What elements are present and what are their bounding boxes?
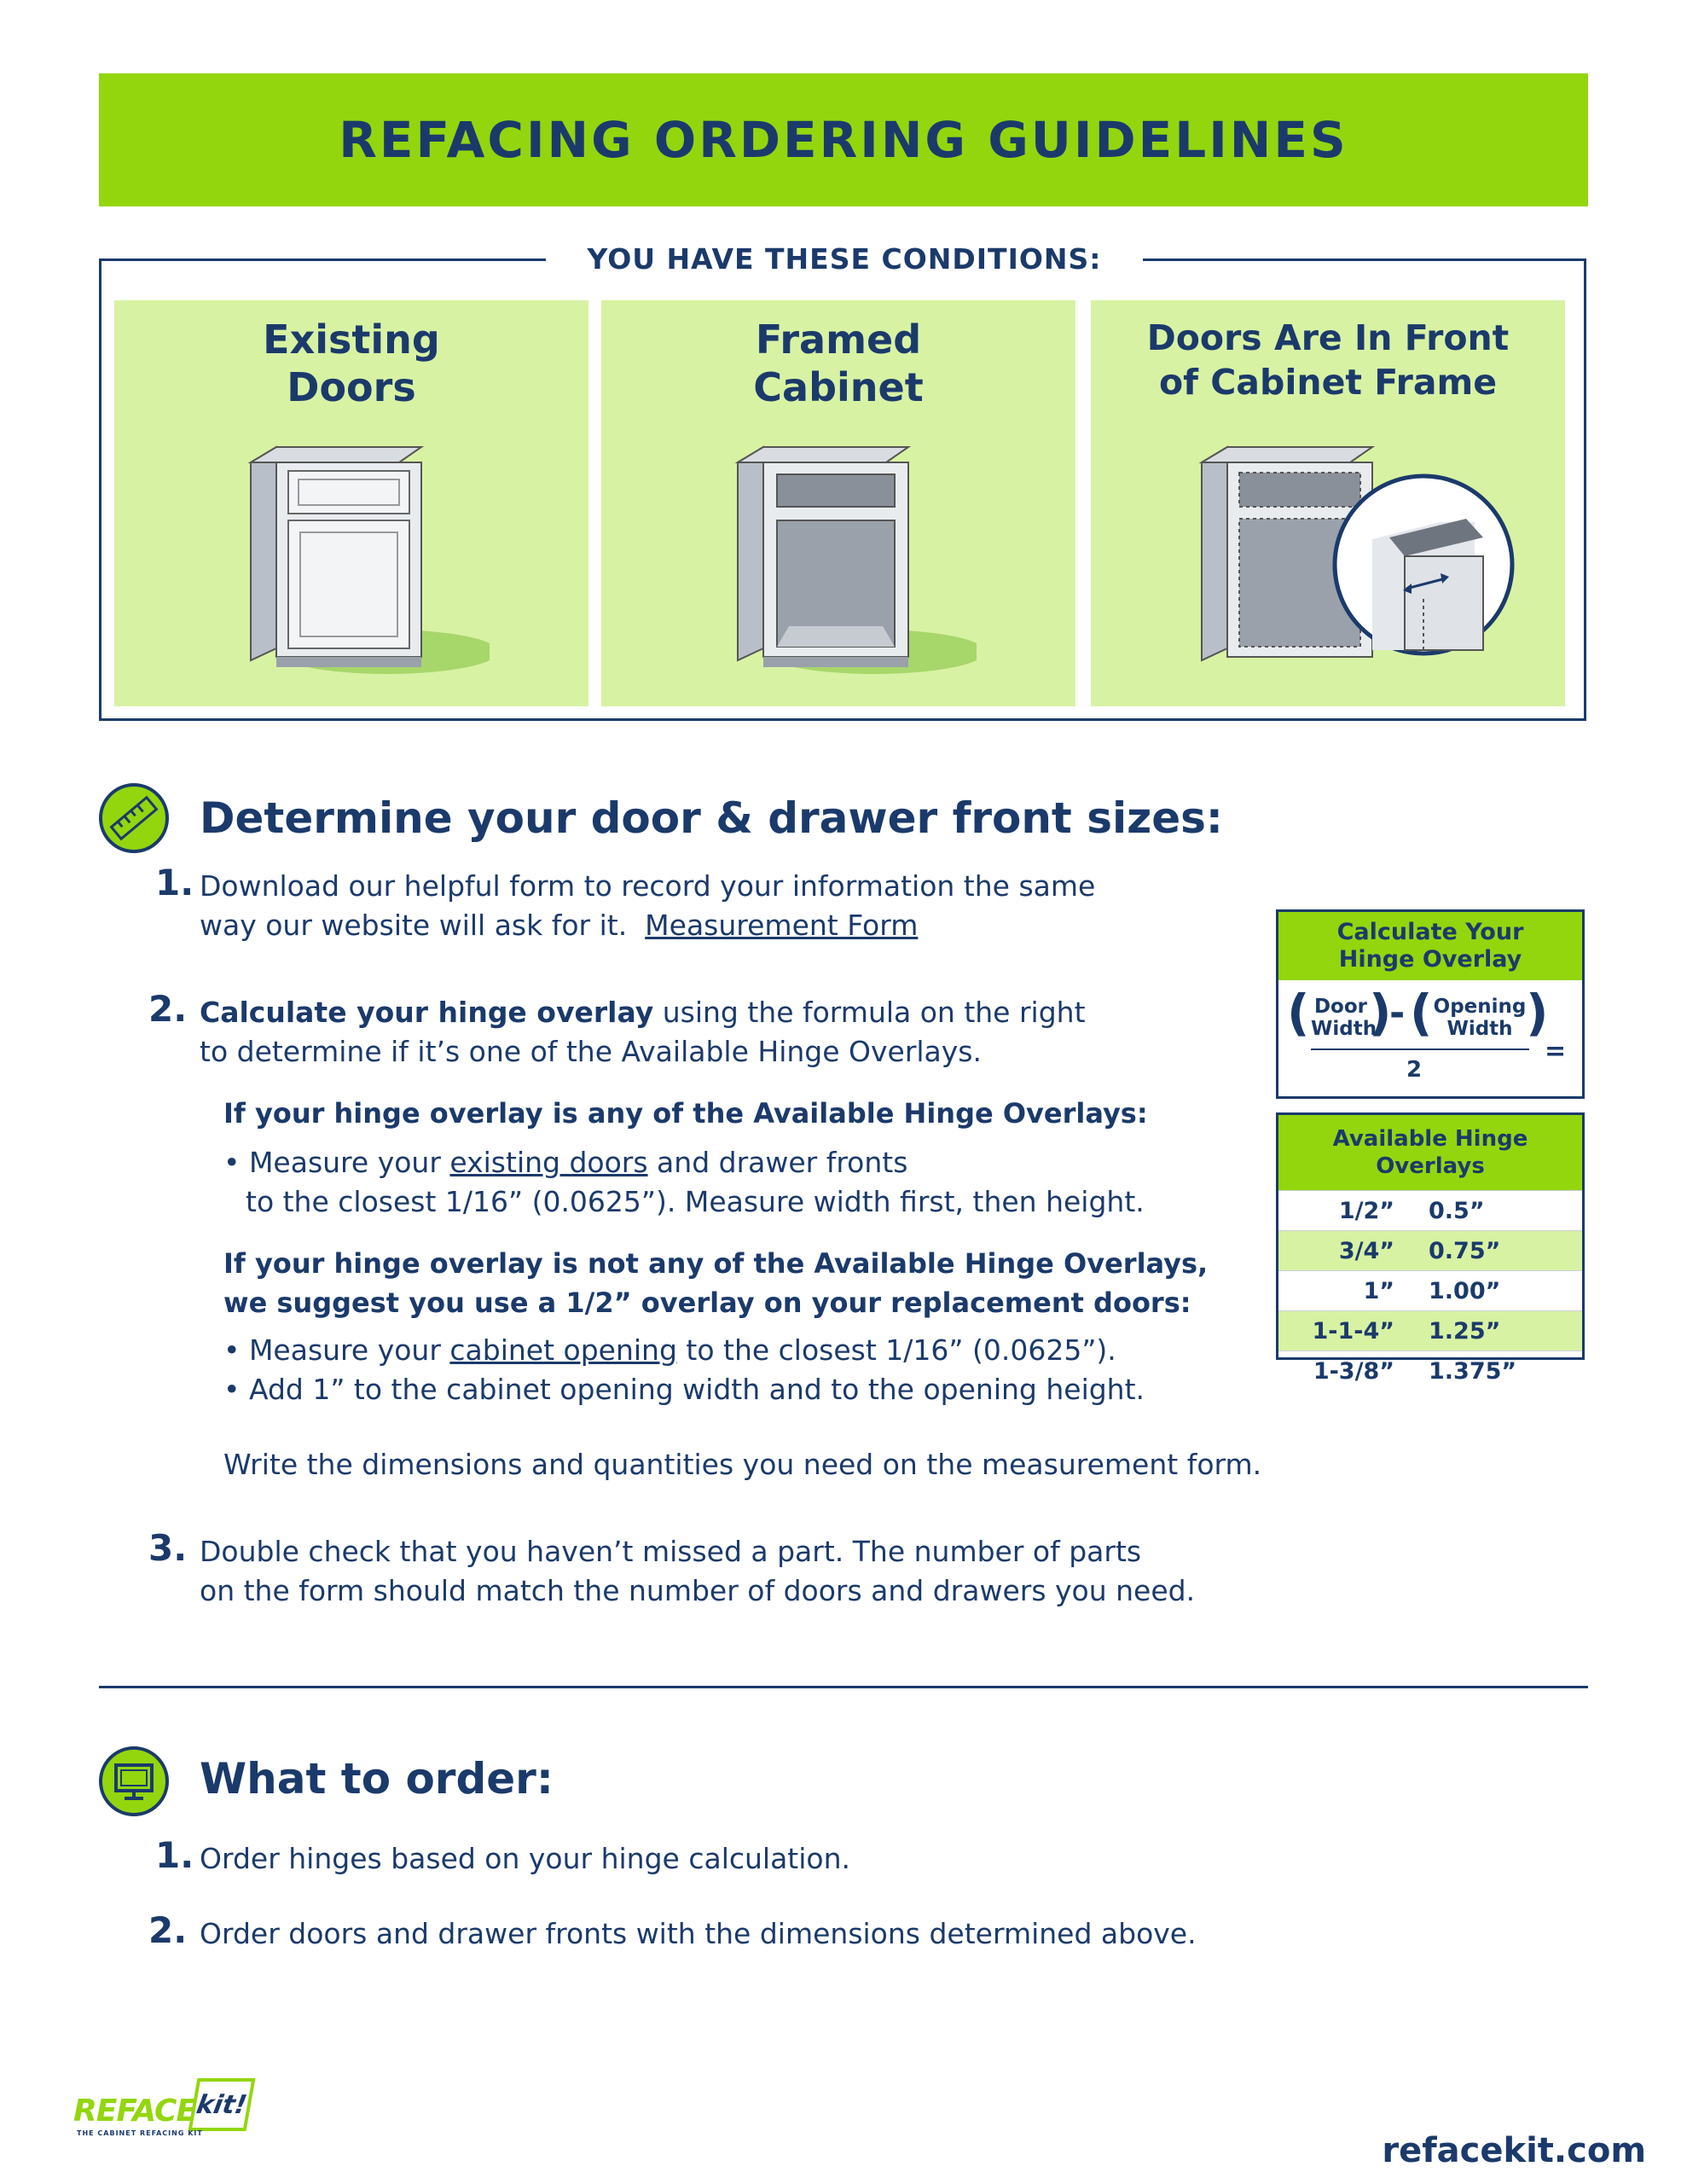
- step-number: 2.: [148, 1909, 188, 1951]
- panel-title: Existing Doors: [263, 317, 440, 410]
- cabinet-with-doors-illustration: [217, 437, 490, 693]
- condition-doors-in-front-of-frame: [1091, 300, 1565, 706]
- step-2-text: Calculate your hinge overlay using the formula on the right to determine if it’s one of the Available Hinge Overlays.: [200, 996, 1086, 1068]
- condition-existing-doors: [114, 300, 588, 706]
- case-b-heading: If your hinge overlay is not any of the Available Hinge Overlays, we suggest you use a 1/2” overlay on your replacement doors:: [223, 1247, 1209, 1319]
- measurement-form-link[interactable]: Measurement Form: [645, 909, 919, 942]
- panel-title: Framed Cabinet: [753, 317, 924, 410]
- step-number: 3.: [148, 1527, 188, 1569]
- case-b-bullets: • Measure your cabinet opening to the closest 1/16” (0.0625”). • Add 1” to the cabinet opening width and to the opening height.: [223, 1333, 1145, 1406]
- conditions-heading: YOU HAVE THESE CONDITIONS:: [546, 239, 1143, 280]
- cabinet-opening-link[interactable]: cabinet opening: [449, 1333, 677, 1367]
- step-number: 1.: [155, 862, 194, 903]
- section-divider: [99, 1686, 1588, 1688]
- table-heading: Available Hinge Overlays: [1278, 1115, 1582, 1190]
- website-url[interactable]: refacekit.com: [1382, 2131, 1646, 2170]
- table-row: 1” 1.00”: [1278, 1270, 1582, 1310]
- available-hinge-overlays-table: [1276, 1112, 1585, 1385]
- overlay-detail-illustration: [1176, 437, 1534, 693]
- monitor-icon: [99, 1746, 169, 1816]
- formula-heading: Calculate Your Hinge Overlay: [1278, 912, 1582, 980]
- ruler-icon: [99, 783, 169, 853]
- page-title: REFACING ORDERING GUIDELINES: [339, 111, 1348, 169]
- write-dimensions-note: Write the dimensions and quantities you need on the measurement form.: [223, 1448, 1262, 1481]
- hinge-overlay-formula-box: [1276, 909, 1585, 1099]
- step-3-text: Double check that you haven’t missed a part. The number of parts on the form should match the number of doors and drawers you need.: [200, 1535, 1196, 1607]
- existing-doors-link[interactable]: existing doors: [449, 1146, 648, 1179]
- section-heading-determine: Determine your door & drawer front sizes:: [200, 793, 1223, 843]
- condition-framed-cabinet: [601, 300, 1075, 706]
- formula: ( Door Width ) - ( Opening Width ) 2 =: [1287, 984, 1567, 1083]
- step-1-text: Download our helpful form to record your information the same way our website will ask for it. Measurement Form: [200, 869, 1096, 942]
- reface-kit-logo: REFACE kit! THE CABINET REFACING KIT: [73, 2075, 261, 2152]
- order-step-1-text: Order hinges based on your hinge calculation.: [200, 1842, 851, 1875]
- step-number: 1.: [155, 1834, 194, 1876]
- section-heading-order: What to order:: [200, 1754, 554, 1804]
- case-a-heading: If your hinge overlay is any of the Available Hinge Overlays:: [223, 1097, 1148, 1130]
- panel-title: Doors Are In Front of Cabinet Frame: [1146, 317, 1510, 403]
- table-row: 1-1-4” 1.25”: [1278, 1310, 1582, 1350]
- table-row: 1/2” 0.5”: [1278, 1190, 1582, 1230]
- step-number: 2.: [148, 988, 188, 1030]
- order-step-2-text: Order doors and drawer fronts with the dimensions determined above.: [200, 1917, 1197, 1950]
- table-row: 3/4” 0.75”: [1278, 1230, 1582, 1270]
- table-row: 1-3/8” 1.375”: [1278, 1350, 1582, 1391]
- case-a-bullet: • Measure your existing doors and drawer fronts to the closest 1/16” (0.0625”). Measure width first, then height.: [223, 1146, 1145, 1218]
- title-banner: [99, 73, 1588, 206]
- framed-cabinet-illustration: [704, 437, 977, 693]
